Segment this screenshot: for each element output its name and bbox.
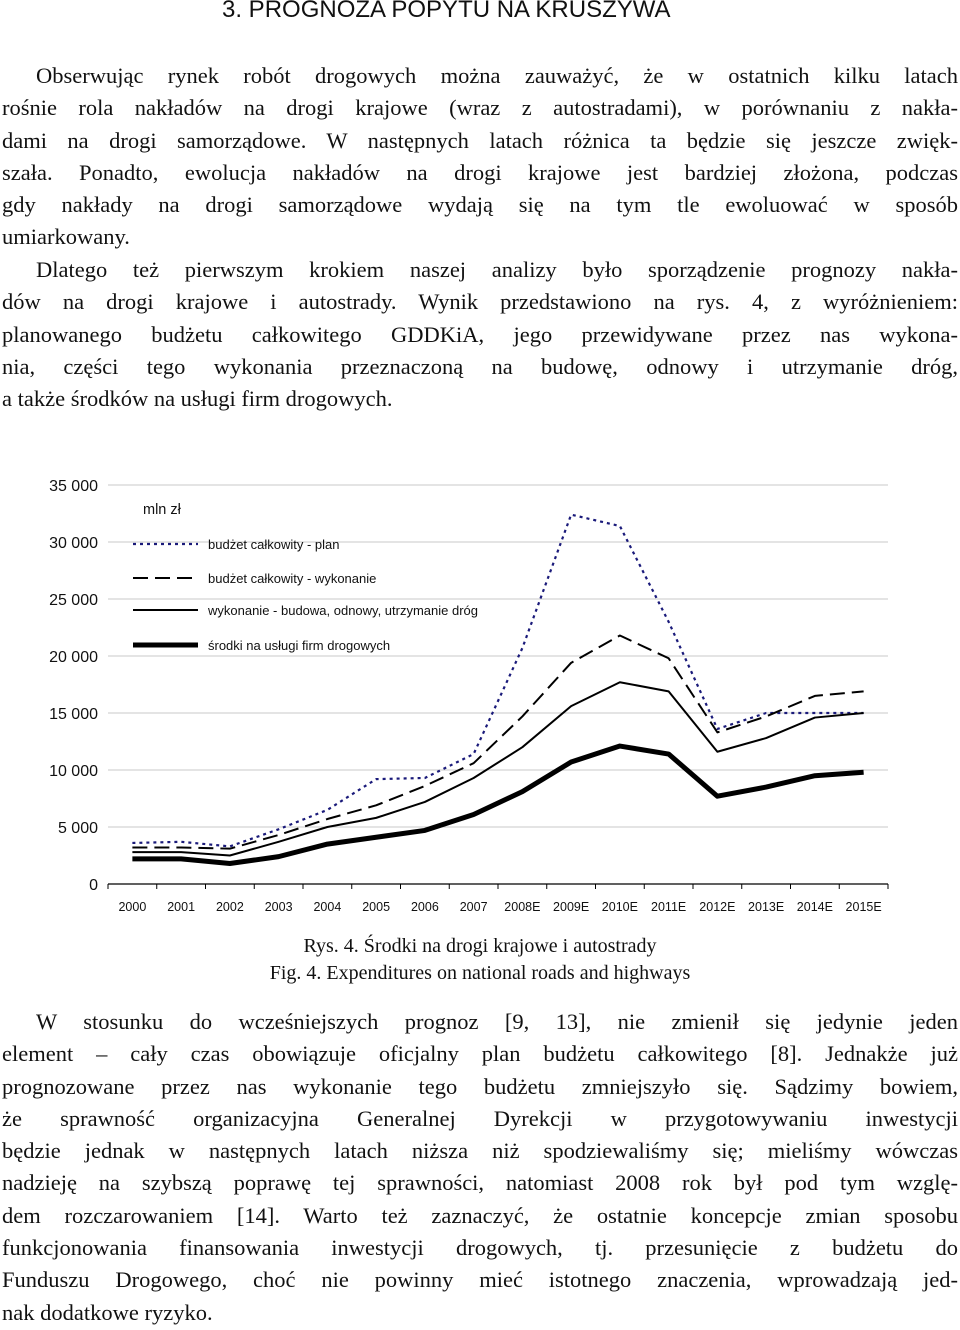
paragraph-3 [2, 1006, 958, 1329]
y-tick-label: 10 000 [49, 763, 98, 780]
paragraph-line: że sprawność organizacyjna Generalnej Dyrekcji w przygotowywaniu inwestycji [2, 1105, 958, 1131]
paragraph-line: będzie jednak w następnych latach niższa niż spodziewaliśmy się; mieliśmy wówczas [2, 1138, 958, 1164]
paragraph-line: funkcjonowania finansowania inwestycji drogowych, tj. przesunięcie z budżetu do [2, 1235, 958, 1261]
x-tick-label: 2003 [264, 900, 293, 914]
x-tick-label: 2014E [796, 900, 833, 914]
expenditure-line-chart [0, 455, 960, 925]
legend-label: budżet całkowity - wykonanie [208, 571, 377, 586]
y-tick-label: 15 000 [49, 706, 98, 723]
x-tick-label: 2012E [699, 900, 736, 914]
y-tick-label: 20 000 [49, 649, 98, 666]
x-tick-label: 2001 [167, 900, 196, 914]
unit-label: mln zł [143, 502, 181, 518]
paragraph-line: Obserwując rynek robót drogowych można zauważyć, że w ostatnich kilku latach [36, 63, 958, 88]
paragraph-line: Dlatego też pierwszym krokiem naszej analizy było sporządzenie prognozy nakła- [36, 257, 958, 282]
y-tick-label: 30 000 [49, 535, 98, 552]
paragraph-2 [2, 254, 958, 415]
x-tick-label: 2011E [651, 900, 687, 914]
paragraph-line: nak dodatkowe ryzyko. [2, 1299, 213, 1325]
paragraph-line: dów na drogi krajowe i autostrady. Wynik przedstawiono na rys. 4, z wyróżnieniem: [2, 289, 958, 315]
y-tick-label: 0 [89, 877, 98, 894]
paragraph-line: umiarkowany. [2, 224, 130, 250]
x-tick-label: 2002 [215, 900, 244, 914]
paragraph-line: rośnie rola nakładów na drogi krajowe (wraz z autostradami), w porównaniu z nakła- [2, 95, 958, 121]
series-line-3 [132, 682, 863, 855]
x-tick-label: 2010E [601, 900, 638, 914]
y-tick-label: 35 000 [49, 478, 98, 495]
series-line-1 [132, 515, 863, 847]
paragraph-line: W stosunku do wcześniejszych prognoz [9, 13], nie zmienił się jedynie jeden [36, 1009, 958, 1034]
x-tick-label: 2007 [459, 900, 488, 914]
x-tick-label: 2004 [313, 900, 342, 914]
paragraph-line: prognozowane przez nas wykonanie tego budżetu zmniejszyło się. Sądzimy bowiem, [2, 1073, 958, 1099]
paragraph-line: nadzieję na szybszą poprawę tej sprawności, natomiast 2008 rok był pod tym wzglę- [2, 1170, 958, 1196]
x-tick-label: 2000 [118, 900, 147, 914]
paragraph-line: nia, części tego wykonania przeznaczoną na budowę, odnowy i utrzymanie dróg, [2, 353, 958, 379]
y-tick-label: 5 000 [57, 820, 98, 837]
paragraph-line: Funduszu Drogowego, choć nie powinny mieć istotnego znaczenia, wprowadzają jed- [2, 1267, 958, 1293]
x-tick-label: 2009E [553, 900, 590, 914]
legend-label: środki na usługi firm drogowych [208, 638, 391, 653]
x-tick-label: 2015E [845, 900, 882, 914]
paragraph-line: gdy nakłady na drogi samorządowe wydają się na tym tle ewoluować w sposób [2, 192, 958, 218]
paragraph-line: dem rozczarowaniem [14]. Warto też zaznaczyć, że ostatnie koncepcje zmian sposobu [2, 1202, 958, 1228]
paragraph-line: planowanego budżetu całkowitego GDDKiA, jego przewidywane przez nas wykona- [2, 321, 958, 347]
figure-caption-en: Fig. 4. Expenditures on national roads and highways [269, 962, 691, 984]
section-heading: 3. PROGNOZA POPYTU NA KRUSZYWA [222, 0, 671, 23]
legend-label: wykonanie - budowa, odnowy, utrzymanie dróg [208, 603, 479, 618]
x-tick-label: 2006 [410, 900, 439, 914]
x-tick-label: 2013E [748, 900, 785, 914]
figure-caption-pl: Rys. 4. Środki na drogi krajowe i autostrady [303, 935, 657, 957]
paragraph-line: element – cały czas obowiązuje oficjalny plan budżetu całkowitego [8]. Jednakże już [2, 1041, 958, 1067]
paragraph-line: szała. Ponadto, ewolucja nakładów na drogi krajowe jest bardziej złożona, podczas [2, 159, 958, 185]
paragraph-line: a także środków na usługi firm drogowych. [2, 386, 393, 412]
paragraph-1 [2, 60, 958, 254]
legend-label: budżet całkowity - plan [208, 537, 340, 552]
x-tick-label: 2005 [362, 900, 391, 914]
paragraph-line: dami na drogi samorządowe. W następnych latach różnica ta będzie się jeszcze zwięk- [2, 127, 958, 153]
x-tick-label: 2008E [504, 900, 541, 914]
y-tick-label: 25 000 [49, 592, 98, 609]
